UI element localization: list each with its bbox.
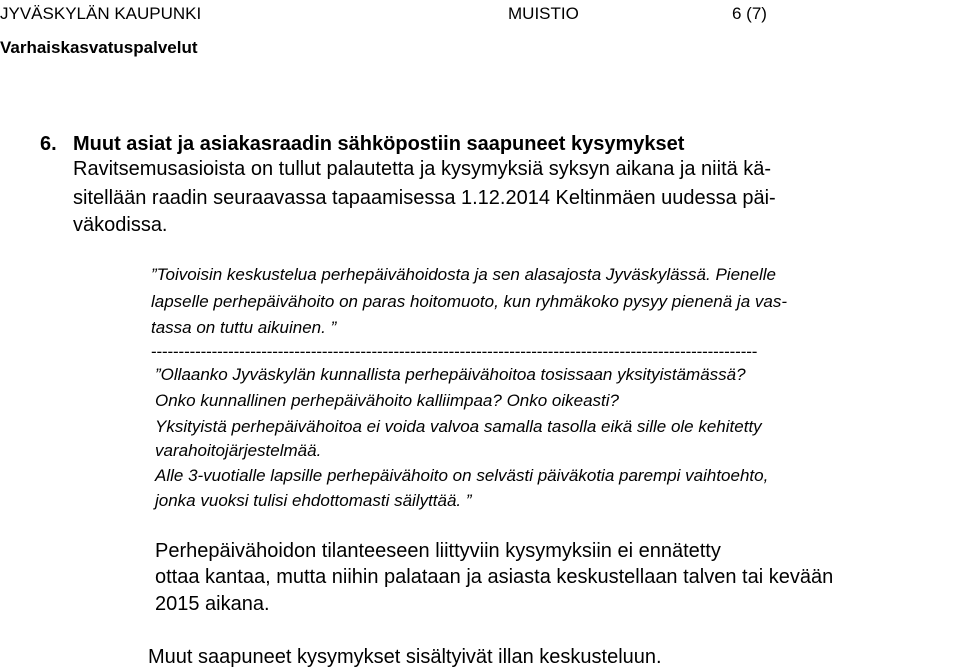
quote1-line: ”Toivoisin keskustelua perhepäivähoidosta ja sen alasajosta Jyväskylässä. Pienelle bbox=[151, 265, 776, 284]
closing-line: Muut saapuneet kysymykset sisältyivät illan keskusteluun. bbox=[148, 646, 662, 668]
response-line: ottaa kantaa, mutta niihin palataan ja asiasta keskustellaan talven tai kevään bbox=[155, 566, 834, 588]
section-title: Muut asiat ja asiakasraadin sähköpostiin saapuneet kysymykset bbox=[73, 133, 685, 155]
quote2-line: Alle 3-vuotialle lapsille perhepäivähoito on selvästi päiväkotia parempi vaihtoehto, bbox=[155, 466, 769, 485]
header-unit: Varhaiskasvatuspalvelut bbox=[0, 38, 198, 57]
intro-line: väkodissa. bbox=[73, 214, 168, 236]
dashed-separator: -------------------------------------------------------------------------------------------------------------- bbox=[151, 342, 758, 361]
quote2-line: Yksityistä perhepäivähoitoa ei voida valvoa samalla tasolla eikä sille ole kehitetty bbox=[155, 417, 762, 436]
quote1-line: tassa on tuttu aikuinen. ” bbox=[151, 318, 337, 337]
quote2-line: ”Ollaanko Jyväskylän kunnallista perhepäivähoitoa tosissaan yksityistämässä? bbox=[155, 365, 746, 384]
quote2-line: jonka vuoksi tulisi ehdottomasti säilyttää. ” bbox=[155, 491, 472, 510]
intro-line: Ravitsemusasioista on tullut palautetta ja kysymyksiä syksyn aikana ja niitä kä- bbox=[73, 158, 772, 180]
header-page-number: 6 (7) bbox=[732, 4, 767, 23]
section-number: 6. bbox=[40, 133, 57, 155]
quote2-line: varahoitojärjestelmää. bbox=[155, 441, 322, 460]
intro-line: sitellään raadin seuraavassa tapaamisessa 1.12.2014 Keltinmäen uudessa päi- bbox=[73, 187, 776, 209]
quote2-line: Onko kunnallinen perhepäivähoito kalliimpaa? Onko oikeasti? bbox=[155, 391, 620, 410]
response-line: 2015 aikana. bbox=[155, 593, 270, 615]
header-org: JYVÄSKYLÄN KAUPUNKI bbox=[0, 4, 202, 23]
header-doc-type: MUISTIO bbox=[508, 4, 579, 23]
response-line: Perhepäivähoidon tilanteeseen liittyviin kysymyksiin ei ennätetty bbox=[155, 540, 721, 562]
quote1-line: lapselle perhepäivähoito on paras hoitomuoto, kun ryhmäkoko pysyy pienenä ja vas- bbox=[151, 292, 787, 311]
